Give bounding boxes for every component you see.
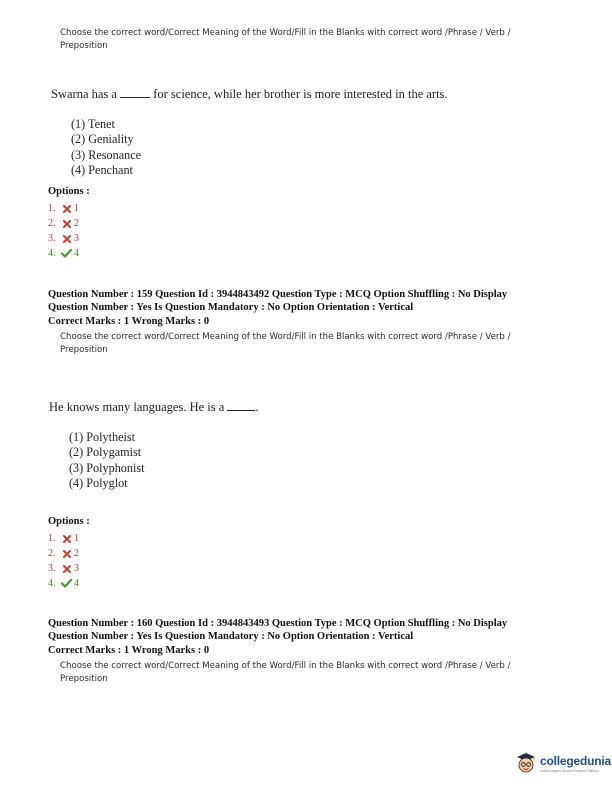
options-label: Options : [48,516,90,527]
cross-icon [60,550,73,558]
question-meta [48,289,507,329]
choice-item: (4) Penchant [71,163,133,178]
option-number: 2. [48,218,56,229]
options-list [48,531,79,591]
option-value: 2 [74,218,79,229]
meta-line: Question Number : 160 Question Id : 3944843493 Question Type : MCQ Option Shuffling : No Display [48,618,508,629]
choice-item: (2) Geniality [71,132,134,147]
check-icon [60,249,73,258]
option-number: 1. [48,203,56,214]
question-text-after: . [255,400,259,414]
option-item [48,576,79,591]
instruction-text: Choose the correct word/Correct Meaning of the Word/Fill in the Blanks with correct word /Phrase / Verb / Preposition [60,28,511,51]
option-value: 4 [74,578,79,589]
option-number: 1. [48,533,56,544]
option-number: 3. [48,563,56,574]
meta-line: Correct Marks : 1 Wrong Marks : 0 [48,645,210,656]
option-value: 2 [74,548,79,559]
option-value: 4 [74,248,79,259]
cross-icon [60,235,73,243]
option-item [48,546,79,561]
option-number: 3. [48,233,56,244]
meta-line: Question Number : Yes Is Question Mandatory : No Option Orientation : Vertical [48,301,414,313]
choice-item: (4) Polyglot [69,476,128,491]
meta-line: Question Number : Yes Is Question Mandatory : No Option Orientation : Vertical [48,630,414,642]
logo-tagline: India's largest Student Review Platform [540,768,600,773]
choice-list [71,117,141,179]
graduate-mascot-icon [515,751,537,775]
cross-icon [60,535,73,543]
cross-icon [60,205,73,213]
options-list [48,201,79,261]
option-value: 1 [74,203,79,214]
collegedunia-logo [515,751,611,775]
option-item [48,231,79,246]
instruction-text: Choose the correct word/Correct Meaning of the Word/Fill in the Blanks with correct word /Phrase / Verb / Preposition [60,332,511,355]
option-item [48,216,79,231]
choice-item: (3) Polyphonist [69,460,145,475]
logo-name: collegedunia [540,753,611,768]
cross-icon [60,220,73,228]
choice-item: (2) Polygamist [69,445,142,460]
option-value: 1 [74,533,79,544]
question-meta [48,618,507,658]
question-text [51,87,448,102]
question-text-before: He knows many languages. He is a [49,400,228,414]
options-label: Options : [48,186,90,197]
question-text-after: for science, while her brother is more interested in the arts. [150,87,448,101]
meta-line: Question Number : 159 Question Id : 3944843492 Question Type : MCQ Option Shuffling : No Display [48,289,508,300]
option-item [48,531,79,546]
choice-item: (1) Tenet [71,117,115,131]
option-number: 4. [48,248,56,259]
blank [227,401,255,411]
meta-line: Correct Marks : 1 Wrong Marks : 0 [48,316,210,327]
option-item [48,201,79,216]
choice-list [69,430,145,492]
blank [120,88,150,98]
check-icon [60,579,73,588]
option-value: 3 [74,233,79,244]
option-item [48,246,79,261]
option-value: 3 [74,563,79,574]
cross-icon [60,565,73,573]
choice-item: (3) Resonance [71,147,142,162]
question-text-before: Swarna has a [51,87,121,101]
option-number: 2. [48,548,56,559]
question-text [49,400,259,415]
choice-item: (1) Polytheist [69,430,136,444]
instruction-text: Choose the correct word/Correct Meaning of the Word/Fill in the Blanks with correct word /Phrase / Verb / Preposition [60,661,511,684]
option-item [48,561,79,576]
option-number: 4. [48,578,56,589]
